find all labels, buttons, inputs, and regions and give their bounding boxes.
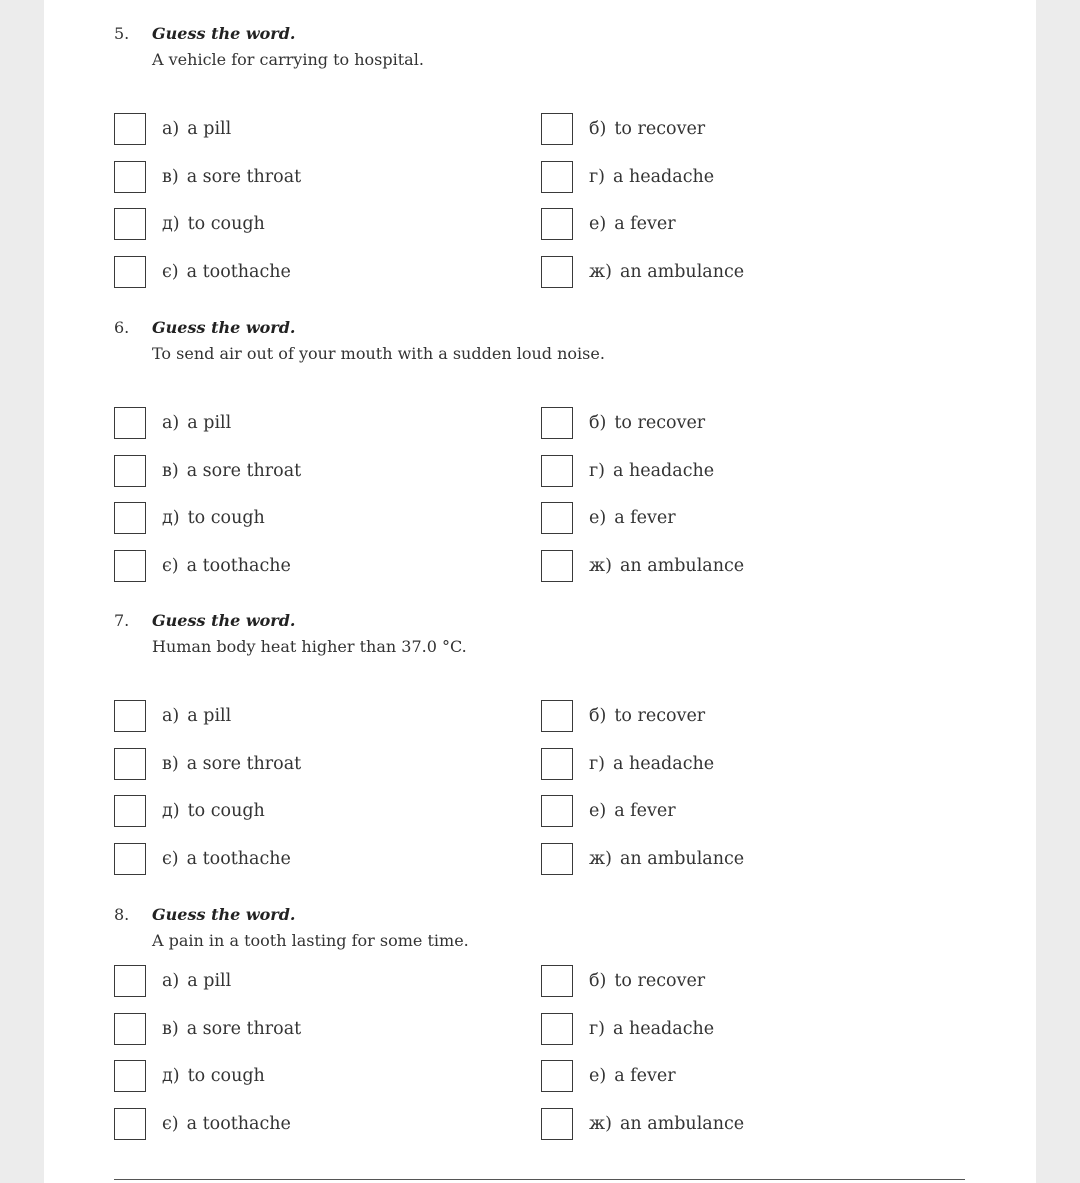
answer-checkbox[interactable] [114,843,146,875]
answer-option-label [589,502,676,534]
answer-option-label [589,700,705,732]
answer-option-label [162,161,301,193]
answer-checkbox[interactable] [541,113,573,145]
answer-option-text: to recover [614,706,706,726]
answer-option-text: a headache [613,460,715,481]
answer-checkbox[interactable] [114,455,146,487]
answer-option-letter: б) [589,119,607,139]
answer-checkbox[interactable] [541,455,573,487]
question-title: Guess the word. [152,318,296,337]
answer-checkbox[interactable] [114,965,146,997]
question-text: Human body heat higher than 37.0 °C. [152,637,467,656]
worksheet-page [44,0,1036,1183]
answer-option-text: a fever [614,214,676,234]
answer-option-label [162,748,301,780]
answer-option-text: a toothache [186,848,291,869]
answer-option-text: a sore throat [186,753,302,774]
question-number: 8. [114,905,130,924]
answer-option-text: to cough [187,801,265,821]
answer-option-letter: д) [162,508,180,528]
answer-option-letter: д) [162,1066,180,1086]
answer-option-letter: ж) [589,261,612,282]
answer-checkbox[interactable] [541,1013,573,1045]
answer-checkbox[interactable] [114,1108,146,1140]
answer-option-label [589,208,676,240]
answer-option-label [162,256,291,288]
answer-checkbox[interactable] [541,700,573,732]
answer-checkbox[interactable] [541,748,573,780]
answer-option-letter: е) [589,1066,607,1086]
answer-option-label [162,113,231,145]
answer-option-letter: в) [162,753,179,774]
answer-option-letter: г) [589,753,605,774]
answer-option-label [589,161,714,193]
question-number: 7. [114,611,130,630]
answer-option-label [162,700,231,732]
answer-option-label [589,256,744,288]
answer-option-letter: в) [162,166,179,187]
answer-checkbox[interactable] [541,1060,573,1092]
answer-option-text: a sore throat [186,166,302,187]
answer-option-text: to cough [187,1066,265,1086]
answer-option-text: a fever [614,1066,676,1086]
answer-checkbox[interactable] [114,256,146,288]
answer-option-text: an ambulance [619,848,745,869]
answer-option-label [162,843,291,875]
answer-option-label [589,748,714,780]
answer-option-label [589,795,676,827]
answer-option-text: a toothache [186,261,291,282]
answer-option-label [589,455,714,487]
answer-option-label [162,1060,265,1092]
answer-option-text: to recover [614,119,706,139]
answer-option-letter: а) [162,971,180,991]
answer-option-text: to cough [187,214,265,234]
answer-option-label [589,843,744,875]
answer-option-text: an ambulance [619,555,745,576]
answer-option-text: a pill [187,706,232,726]
answer-option-label [162,407,231,439]
question-text: A pain in a tooth lasting for some time. [152,931,469,950]
answer-option-letter: є) [162,1113,179,1134]
answer-option-letter: б) [589,971,607,991]
answer-option-label [162,1108,291,1140]
answer-checkbox[interactable] [114,748,146,780]
answer-option-label [589,407,705,439]
question-title: Guess the word. [152,611,296,630]
answer-option-letter: б) [589,706,607,726]
answer-option-label [162,208,265,240]
answer-checkbox[interactable] [541,965,573,997]
answer-checkbox[interactable] [114,502,146,534]
answer-option-letter: ж) [589,555,612,576]
answer-option-label [589,113,705,145]
question-heading [114,22,295,46]
question-number: 6. [114,318,130,337]
answer-option-label [162,795,265,827]
question-text: To send air out of your mouth with a sudden loud noise. [152,344,605,363]
answer-checkbox[interactable] [114,161,146,193]
answer-option-letter: а) [162,413,180,433]
answer-checkbox[interactable] [114,208,146,240]
answer-option-letter: г) [589,166,605,187]
answer-checkbox[interactable] [541,795,573,827]
answer-option-text: a sore throat [186,1018,302,1039]
answer-option-letter: є) [162,848,179,869]
answer-option-text: to cough [187,508,265,528]
question-title: Guess the word. [152,905,296,924]
answer-option-label [589,1013,714,1045]
answer-option-letter: б) [589,413,607,433]
answer-option-text: an ambulance [619,1113,745,1134]
question-text: A vehicle for carrying to hospital. [152,50,424,69]
answer-option-text: a sore throat [186,460,302,481]
answer-checkbox[interactable] [114,113,146,145]
answer-option-label [162,1013,301,1045]
answer-option-label [162,965,231,997]
question-title: Guess the word. [152,24,296,43]
answer-checkbox[interactable] [541,256,573,288]
answer-option-label [162,550,291,582]
answer-checkbox[interactable] [541,550,573,582]
answer-option-text: a headache [613,753,715,774]
answer-checkbox[interactable] [114,795,146,827]
answer-option-letter: д) [162,801,180,821]
answer-checkbox[interactable] [114,1013,146,1045]
answer-option-label [589,1060,676,1092]
answer-checkbox[interactable] [541,407,573,439]
answer-option-label [162,455,301,487]
answer-option-letter: е) [589,801,607,821]
answer-option-text: a fever [614,801,676,821]
answer-option-letter: д) [162,214,180,234]
answer-option-label [589,965,705,997]
answer-option-letter: в) [162,460,179,481]
answer-option-label [589,1108,744,1140]
answer-option-text: a pill [187,119,232,139]
answer-option-text: an ambulance [619,261,745,282]
answer-checkbox[interactable] [114,550,146,582]
answer-option-letter: ж) [589,1113,612,1134]
answer-option-text: to recover [614,413,706,433]
answer-checkbox[interactable] [541,1108,573,1140]
answer-option-label [589,550,744,582]
answer-option-text: a pill [187,971,232,991]
question-heading [114,903,295,927]
answer-checkbox[interactable] [541,843,573,875]
answer-option-text: a toothache [186,555,291,576]
answer-checkbox[interactable] [114,407,146,439]
question-heading [114,316,295,340]
answer-option-text: a headache [613,1018,715,1039]
answer-option-text: to recover [614,971,706,991]
answer-option-letter: г) [589,1018,605,1039]
answer-checkbox[interactable] [114,1060,146,1092]
question-heading [114,609,295,633]
answer-option-letter: е) [589,214,607,234]
answer-option-letter: г) [589,460,605,481]
answer-option-letter: є) [162,261,179,282]
answer-option-letter: а) [162,119,180,139]
answer-option-text: a fever [614,508,676,528]
answer-option-letter: ж) [589,848,612,869]
answer-checkbox[interactable] [541,208,573,240]
answer-option-text: a headache [613,166,715,187]
answer-option-label [162,502,265,534]
answer-option-letter: є) [162,555,179,576]
answer-checkbox[interactable] [541,502,573,534]
answer-option-letter: е) [589,508,607,528]
answer-option-letter: а) [162,706,180,726]
answer-checkbox[interactable] [541,161,573,193]
answer-option-text: a pill [187,413,232,433]
question-number: 5. [114,24,130,43]
bottom-divider [114,1179,965,1180]
answer-option-text: a toothache [186,1113,291,1134]
answer-option-letter: в) [162,1018,179,1039]
answer-checkbox[interactable] [114,700,146,732]
